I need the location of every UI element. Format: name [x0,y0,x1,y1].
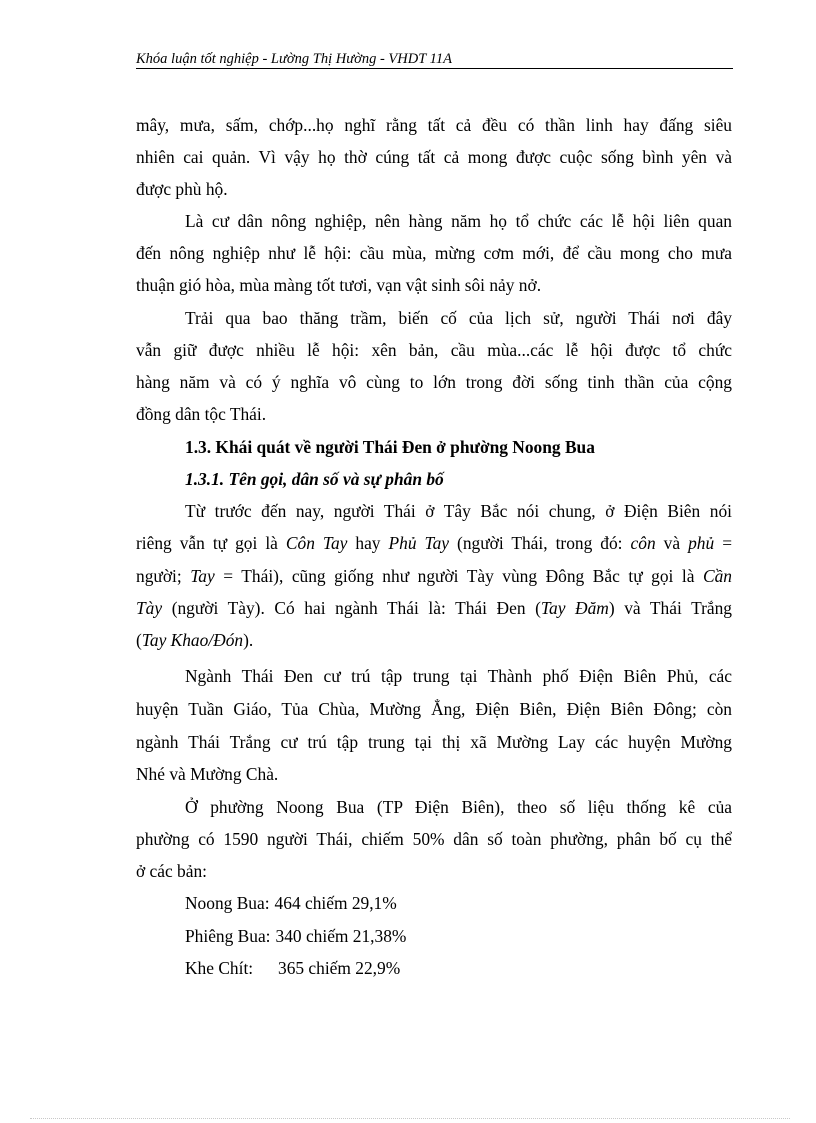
body-line: thuận gió hòa, mùa màng tốt tươi, vạn vật sinh sôi nảy nở. [136,275,542,295]
text-run: ( [136,630,142,650]
term-italic: Tay [190,566,215,586]
term-italic: Cần [703,566,732,586]
village-population: 340 chiếm 21,38% [275,926,407,946]
body-line [136,597,732,619]
body-line: ngành Thái Trắng cư trú tập trung tại thị xã Mường Lay các huyện Mường [136,732,732,752]
footer-rule [30,1118,790,1119]
text-run: người; [136,566,191,586]
village-name: Noong Bua: [185,893,270,913]
body-line [136,565,732,587]
text-run: (người Tày). Có hai ngành Thái là: Thái Đen ( [162,598,541,618]
body-line [136,532,732,554]
term-italic: Phủ Tay [388,533,450,553]
term-italic: Tay Khao/Đón [141,630,244,650]
text-run: = Thái), cũng giống như người Tày vùng Đông Bắc tự gọi là [214,566,703,586]
village-name: Khe Chít: [185,958,254,978]
body-line: Ngành Thái Đen cư trú tập trung tại Thành phố Điện Biên Phủ, các [185,666,732,686]
term-italic: phủ [688,533,715,553]
body-line: huyện Tuần Giáo, Tủa Chùa, Mường Ẳng, Điện Biên, Điện Biên Đông; còn [136,699,732,719]
running-header: Khóa luận tốt nghiệp - Lường Thị Hường - VHDT 11A [136,51,452,67]
term-italic: Côn Tay [285,533,348,553]
body-line: đến nông nghiệp như lễ hội: cầu mùa, mừng cơm mới, để cầu mong cho mưa [136,243,732,263]
body-line: được phù hộ. [136,179,228,199]
population-item [185,957,400,979]
body-line: đồng dân tộc Thái. [136,404,267,424]
text-run: ) và Thái Trắng [608,598,732,618]
term-italic: Tay Đăm [540,598,609,618]
section-heading: 1.3. Khái quát về người Thái Đen ở phường Noong Bua [185,437,595,457]
village-name: Phiêng Bua: [185,926,271,946]
term-italic: côn [630,533,656,553]
body-line: Là cư dân nông nghiệp, nên hàng năm họ tổ chức các lễ hội liên quan [185,211,732,231]
body-line: nhiên cai quản. Vì vậy họ thờ cúng tất cả mong được cuộc sống bình yên và [136,147,732,167]
village-population: 464 chiếm 29,1% [274,893,397,913]
body-line [136,629,732,651]
text-run: và [655,533,689,553]
population-item [185,892,397,914]
body-line: vẫn giữ được nhiều lễ hội: xên bản, cầu mùa...các lễ hội được tổ chức [136,340,732,360]
body-line: Ở phường Noong Bua (TP Điện Biên), theo số liệu thống kê của [185,797,732,817]
text-run: ). [243,630,254,650]
body-line: Trải qua bao thăng trầm, biến cố của lịch sử, người Thái nơi đây [185,308,732,328]
village-population: 365 chiếm 22,9% [278,958,401,978]
header-rule [136,68,733,69]
body-line: ở các bản: [136,861,207,881]
text-run: (người Thái, trong đó: [449,533,631,553]
body-line: phường có 1590 người Thái, chiếm 50% dân số toàn phường, phân bố cụ thể [136,829,732,849]
text-run: riêng vẫn tự gọi là [136,533,286,553]
text-run: hay [347,533,389,553]
population-item [185,925,406,947]
body-line: mây, mưa, sấm, chớp...họ nghĩ rằng tất cả đều có thần linh hay đấng siêu [136,115,732,135]
body-line: Từ trước đến nay, người Thái ở Tây Bắc nói chung, ở Điện Biên nói [185,501,732,521]
body-line: Nhé và Mường Chà. [136,764,279,784]
subsection-heading: 1.3.1. Tên gọi, dân số và sự phân bố [185,469,444,489]
term-italic: Tày [136,598,163,618]
text-run: = [714,533,732,553]
body-line: hàng năm và có ý nghĩa vô cùng to lớn trong đời sống tinh thần của cộng [136,372,732,392]
